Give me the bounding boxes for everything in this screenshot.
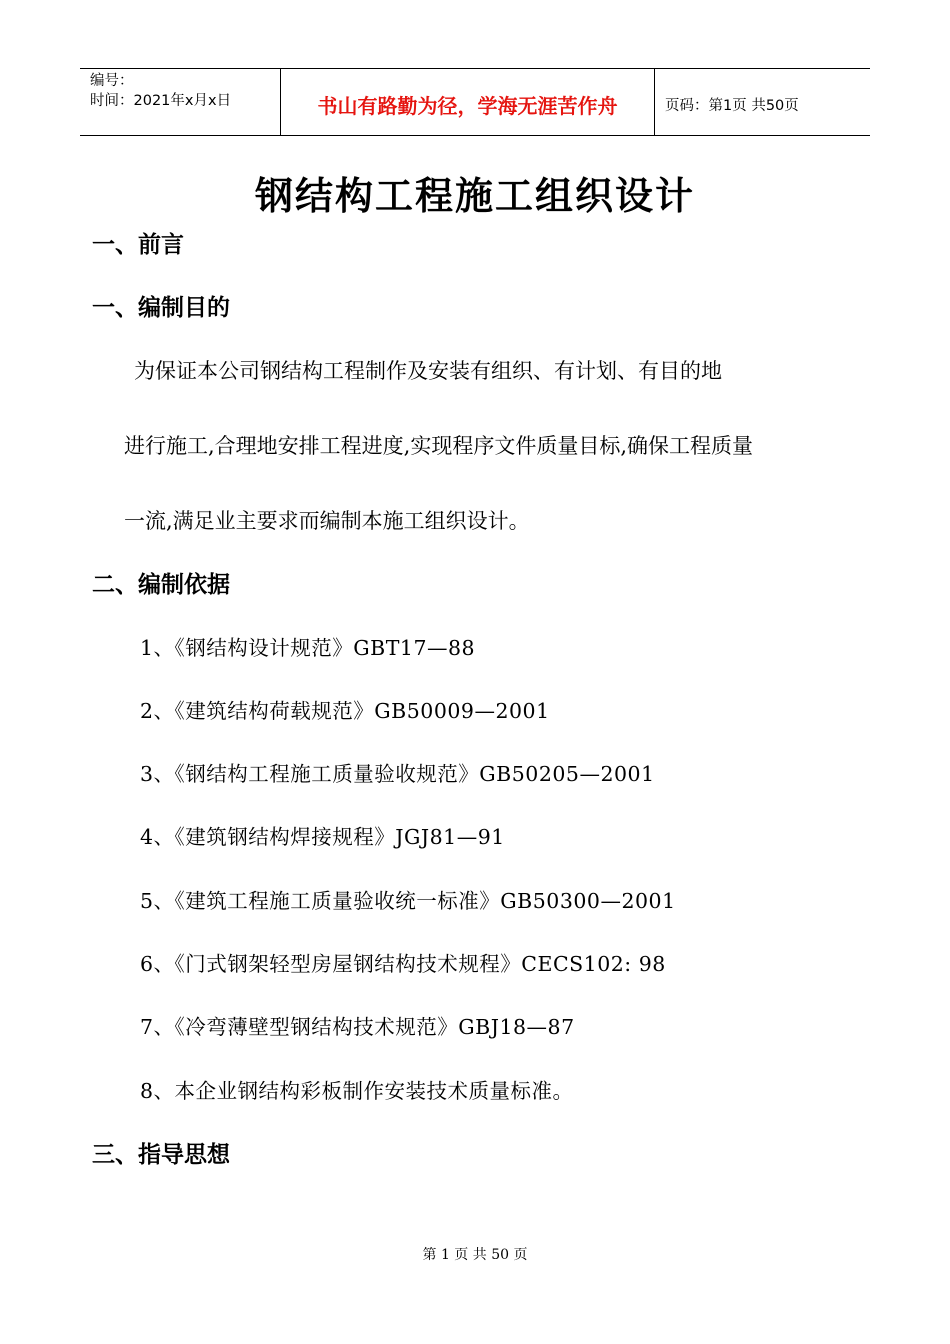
purpose-paragraph-line-2: 进行施工,合理地安排工程进度,实现程序文件质量目标,确保工程质量 [124,434,754,458]
section-heading-guide: 三、指导思想 [92,1142,230,1168]
purpose-paragraph-line-3: 一流,满足业主要求而编制本施工组织设计。 [124,509,530,533]
page-footer: 第 1 页 共 50 页 [422,1247,528,1263]
section-heading-basis: 二、编制依据 [92,572,230,598]
basis-list-item: 3、《钢结构工程施工质量验收规范》GB50205—2001 [140,762,655,786]
header-motto: 书山有路勤为径，学海无涯苦作舟 [281,69,655,135]
basis-list-item: 4、《建筑钢结构焊接规程》JGJ81—91 [140,825,505,849]
header-page-info: 页码：第1页 共50页 [665,97,799,114]
document-title: 钢结构工程施工组织设计 [254,174,695,218]
section-heading-purpose: 一、编制目的 [92,295,230,321]
basis-list-item: 7、《冷弯薄壁型钢结构技术规范》GBJ18—87 [140,1015,575,1039]
header-table [80,68,870,136]
basis-list-item: 6、《门式钢架轻型房屋钢结构技术规程》CECS102: 98 [140,952,666,976]
doc-time-label: 时间：2021年x月x日 [90,93,232,109]
basis-list-item: 5、《建筑工程施工质量验收统一标准》GB50300—2001 [140,889,676,913]
doc-number-label: 编号： [90,73,134,89]
header-meta-cell [80,69,281,135]
basis-list-item: 8、本企业钢结构彩板制作安装技术质量标准。 [140,1079,574,1103]
basis-list-item: 1、《钢结构设计规范》GBT17—88 [140,636,476,660]
section-heading-preface: 一、前言 [92,232,184,258]
basis-list-item: 2、《建筑结构荷载规范》GB50009—2001 [140,699,550,723]
purpose-paragraph-line-1: 为保证本公司钢结构工程制作及安装有组织、有计划、有目的地 [92,359,722,383]
